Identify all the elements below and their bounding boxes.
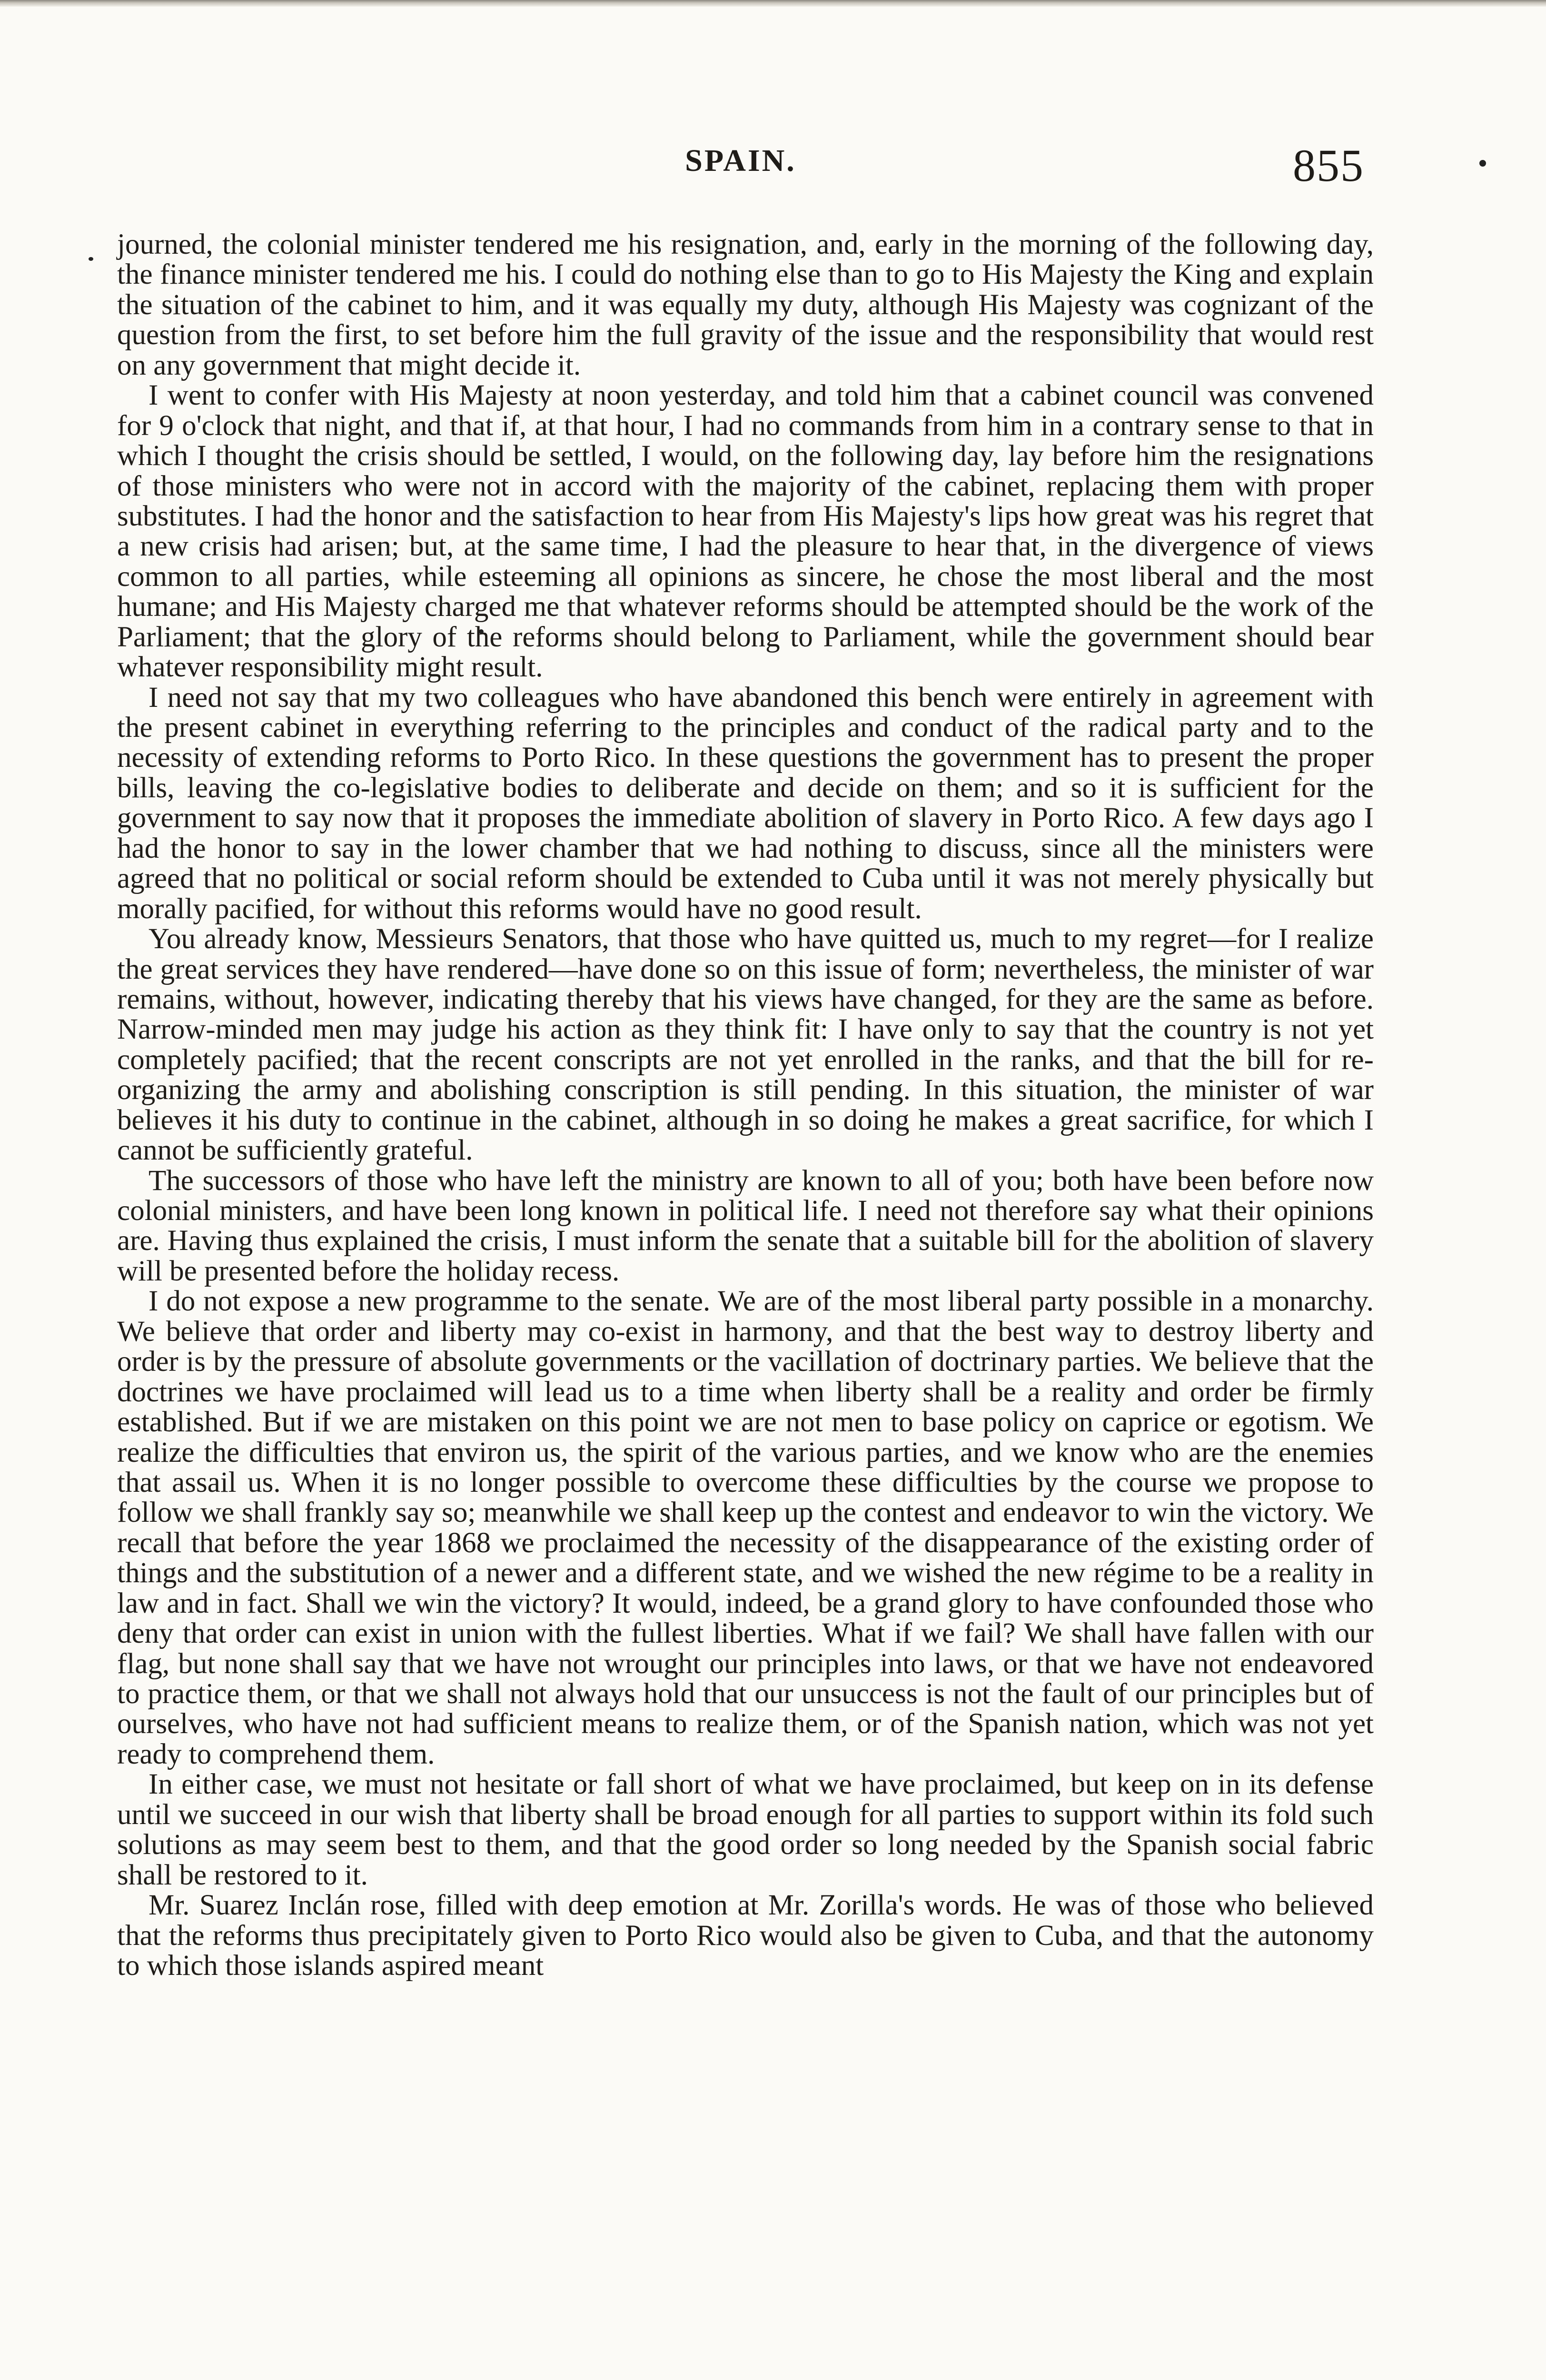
- paragraph: I went to confer with His Majesty at noon yesterday, and told him that a cabinet council was convened for 9 o'clock that night, and that if, at that hour, I had no commands from him in a contrary sense to that in which I thought the crisis should be settled, I would, on the following day, lay before him the resignations of those ministers who were not in accord with the majority of the cabinet, replacing them with proper substitutes. I had the honor and the satisfaction to hear from His Majesty's lips how great was his regret that a new crisis had arisen; but, at the same time, I had the pleasure to hear that, in the divergence of views common to all parties, while esteeming all opinions as sincere, he chose the most liberal and the most humane; and His Majesty charged me that whatever reforms should be attempted should be the work of the Parliament; that the glory of the reforms should belong to Parliament, while the government should bear whatever responsibility might result.: [117, 379, 1374, 684]
- paragraph: Mr. Suarez Inclán rose, filled with deep emotion at Mr. Zorilla's words. He was of those who believed that the reforms thus precipitately given to Porto Rico would also be given to Cuba, and that the autonomy to which those islands aspired meant: [117, 1889, 1374, 1982]
- paragraph: The successors of those who have left the ministry are known to all of you; both have been before now colonial ministers, and have been long known in political life. I need not therefore say what their opinions are. Having thus explained the crisis, I must inform the senate that a suitable bill for the abolition of slavery will be presented before the holiday recess.: [117, 1164, 1374, 1287]
- ink-speck: [1479, 160, 1486, 167]
- paragraph: You already know, Messieurs Senators, that those who have quitted us, much to my regret—for I realize the great services they have rendered—have done so on this issue of form; nevertheless, the minister of war remains, without, however, indicating thereby that his views have changed, for they are the same as before. Narrow-minded men may judge his action as they think fit: I have only to say that the country is not yet completely pacified; that the recent conscripts are not yet enrolled in the ranks, and that the bill for re-organizing the army and abolishing conscription is still pending. In this situation, the minister of war believes it his duty to continue in the cabinet, although in so doing he makes a great sacrifice, for which I cannot be sufficiently grateful.: [117, 923, 1374, 1167]
- section-title: SPAIN.: [685, 143, 796, 178]
- paragraph: In either case, we must not hesitate or fall short of what we have proclaimed, but keep on in its defense until we succeed in our wish that liberty shall be broad enough for all parties to support within its fold such solutions as may seem best to them, and that the good order so long needed by the Spanish social fabric shall be restored to it.: [117, 1768, 1374, 1891]
- paragraph: I do not expose a new programme to the senate. We are of the most liberal party possible in a monarchy. We believe that order and liberty may co-exist in harmony, and that the best way to destroy liberty and order is by the pressure of absolute governments or the vacillation of doctrinary parties. We believe that the doctrines we have proclaimed will lead us to a time when liberty shall be a reality and order be firmly established. But if we are mistaken on this point we are not men to base policy on caprice or egotism. We realize the difficulties that environ us, the spirit of the various parties, and we know who are the enemies that assail us. When it is no longer possible to overcome these difficulties by the course we propose to follow we shall frankly say so; meanwhile we shall keep up the contest and endeavor to win the victory. We recall that before the year 1868 we proclaimed the necessity of the disappearance of the existing order of things and the substitution of a newer and a different state, and we wished the new régime to be a reality in law and in fact. Shall we win the victory? It would, indeed, be a grand glory to have confounded those who deny that order can exist in union with the fullest liberties. What if we fail? We shall have fallen with our flag, but none shall say that we have not wrought our principles into laws, or that we have not endeavored to practice them, or that we shall not always hold that our unsuccess is not the fault of our principles but of ourselves, who have not had sufficient means to realize them, or of the Spanish nation, which was not yet ready to comprehend them.: [117, 1285, 1374, 1770]
- body-text: [117, 229, 1374, 1981]
- page-top-edge: [0, 0, 1546, 7]
- running-head: [117, 139, 1364, 191]
- paragraph: journed, the colonial minister tendered me his resignation, and, early in the morning of the following day, the finance minister tendered me his. I could do nothing else than to go to His Majesty the King and explain the situation of the cabinet to him, and it was equally my duty, although His Majesty was cognizant of the question from the first, to set before him the full gravity of the issue and the responsibility that would rest on any government that might decide it.: [117, 228, 1374, 381]
- paragraph: I need not say that my two colleagues who have abandoned this bench were entirely in agreement with the present cabinet in everything referring to the principles and conduct of the radical party and to the necessity of extending reforms to Porto Rico. In these questions the government has to present the proper bills, leaving the co-legislative bodies to deliberate and decide on them; and so it is sufficient for the government to say now that it proposes the immediate abolition of slavery in Porto Rico. A few days ago I had the honor to say in the lower chamber that we had nothing to discuss, since all the ministers were agreed that no political or social reform should be extended to Cuba until it was not merely physically but morally pacified, for without this reforms would have no good result.: [117, 681, 1374, 925]
- page-number: 855: [1293, 140, 1364, 191]
- ink-speck: [89, 257, 93, 261]
